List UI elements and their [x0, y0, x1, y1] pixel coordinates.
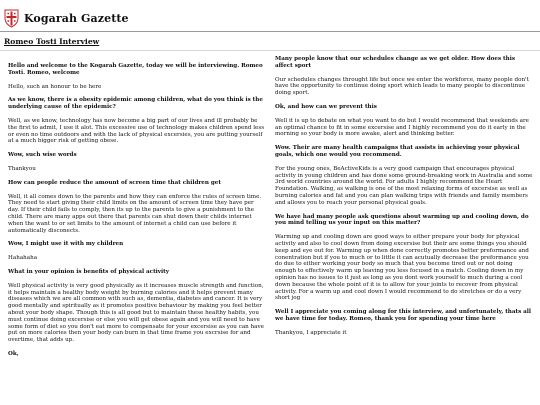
- interview-question: As we know, there is a obesity epidemic among children, what do you think is the underlying cause of the epidemic?: [8, 97, 263, 111]
- interview-answer: Well, as we know, technology has now become a big part of our lives and ill probably be the first to admit, I use it alot. This excessive use of technology makes children spend less or even no time outdoors and with the lack of physical excersies, you are putting yourself at a much bigger risk of getting obese.: [8, 117, 265, 145]
- interview-question: We have had many people ask questions about warming up and cooling down, do you mind telling us your input on this matter?: [275, 213, 529, 227]
- interview-question: Many people know that our schedules change as we get older. How does this affect sport: [275, 56, 515, 69]
- interview-question: How can people reduce the amount of screen time that children get: [8, 179, 221, 186]
- interview-column-right: [275, 56, 533, 344]
- interview-question: Hello and welcome to the Kogarah Gazette, today we will be interviewing. Romeo Tosti. Romeo, welcome: [8, 63, 263, 76]
- interview-answer: Our schedules changes throught life but once we enter the workforce, many people don't have the opportunity to continue doing sport which leads to many people to discontinue doing sport.: [275, 76, 529, 97]
- interview-answer: Hahahaha: [8, 255, 38, 262]
- interview-question: Wow, I might use it with my children: [8, 241, 124, 248]
- title-divider: [0, 50, 540, 51]
- site-title[interactable]: Kogarah Gazette: [24, 11, 129, 25]
- kogarah-crest-icon[interactable]: [4, 9, 19, 28]
- interview-question: Wow, such wise words: [8, 152, 77, 159]
- interview-answer: Thankyou, I appreciate it: [275, 329, 347, 336]
- interview-question: Ok, and how can we prevent this: [275, 103, 377, 110]
- interview-answer: Well physical activity is very good physically as it increases muscle strength and function, it helps maintain a healthy body weight by burning calories and it helps prevent many diseases which we are all common with such as, dementia, diabetes and cancer. It is very good mentally and spiritually as it promotes positive behaviour by making you feel better about your body shape. Though this is all good but to maintain these healthy habits, you must continue doing excersise or else you will get obese again and you will need to have some form of diet so you don't eat more to compensate for your excersise as you can have put on more calories then your body can burn in that time frame you excrsise for and overtime, that adds up.: [8, 282, 264, 344]
- interview-question: Well I appreciate you coming along for this interview, and unfortunately, thats all we have time for today. Romeo, thank you for spending your time here: [275, 309, 532, 322]
- interview-question: What in your opinion is benefits of physical activity: [8, 268, 169, 275]
- interview-answer: Thankyou: [8, 165, 36, 172]
- interview-answer: For the young ones, BeActiveKids is a very good campaign that encourages physical activity in young children and has done some ground-breaking work in Australia and some 3rd world countries around the world. For adults I highly recommend the Heart Foundation. Walking, as walking is one of the most relaxing forms of excersise as well as burning calories and fat and you can plan walking trips with friends and family members and allows you to reach your personal physical goals.: [275, 165, 533, 206]
- site-header: [4, 6, 129, 30]
- interview-answer: Well it is up to debate on what you want to do but I would recommend that weekends are an optimal chance to fit in some excersise and I highly recommend you do it early in the morning so your body is more awake, alert and thinking better.: [275, 117, 529, 138]
- interview-question: Wow. Their are many health campaigns that assists in achieving your physical goals, which one would you recommend.: [275, 145, 520, 158]
- interview-answer: Hello, such an honour to be here: [8, 83, 102, 90]
- interview-question: Ok,: [8, 350, 19, 357]
- interview-answer: Warming up and cooling down are good ways to either prepare your body for physical activity and also to cool down from doing excersise but their are some things you should keep and eye out for. Warming up when done correctly promotes better preformance and conentration but if you to much or to little it can acutually decrease the preformance you do due to either working your body so much that you become tired out or not doing enough to effectively warm up leaving you less focused in a match. Cooling down in my opinion has no issues to it just as long as you dont work yourself to much during a cool down because the whole point of it is to allow for your joints to recover from physical activity. For a warm up and cool down I would recommend to do stretches or do a very short jog: [275, 234, 529, 302]
- interview-answer: Well, it all comes down to the parents and how they can enforce the rules of screen time. They need to start giving their child limits on the amount of screen time they have per day. If their child fails to comply, then its up to the parents to give a punishment to the child. There are many apps out there that parents can shut down their childs internet when the want to or set limits to the amount of internet a child can use before it automatically disconects.: [8, 193, 262, 234]
- interview-column-left: [8, 63, 266, 365]
- header-divider: [0, 31, 540, 32]
- page-title[interactable]: Romeo Tosti Interview: [4, 37, 100, 46]
